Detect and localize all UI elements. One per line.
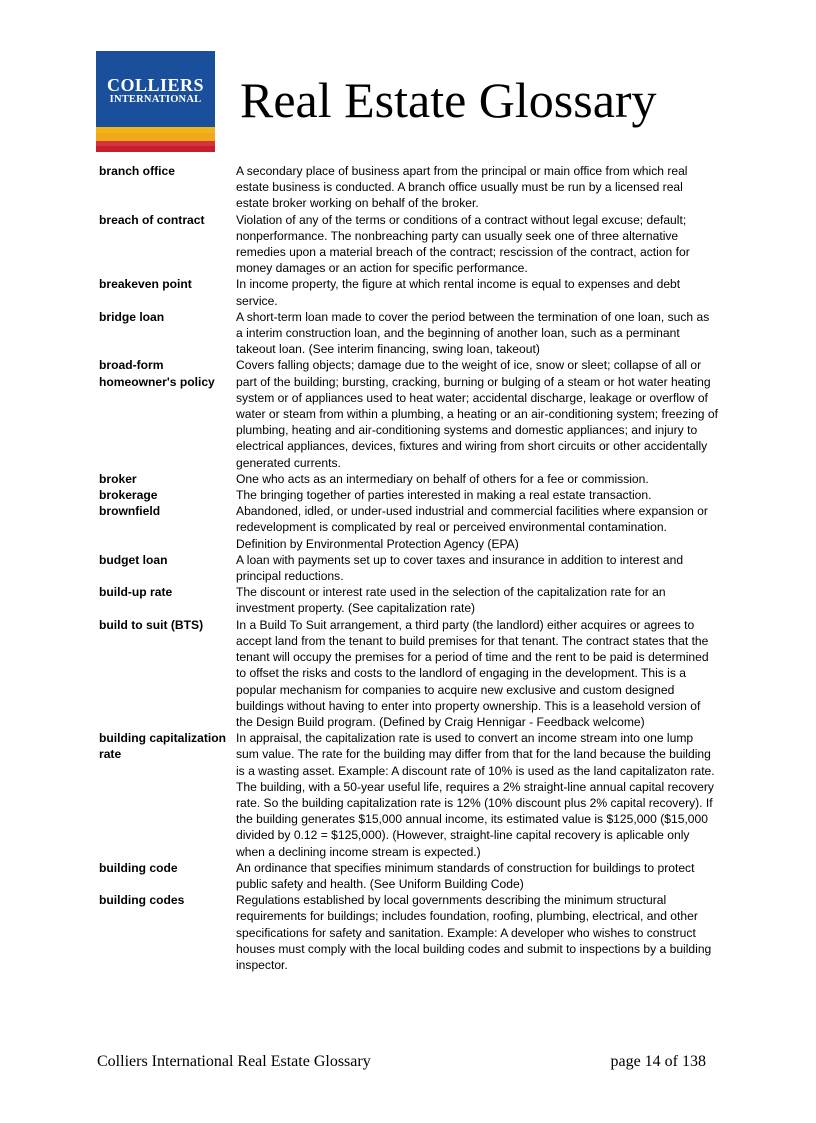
glossary-term: broker: [99, 471, 137, 486]
glossary-term: building codes: [99, 893, 185, 908]
glossary-definition: Regulations established by local governments describing the minimum structural requirements for buildings; includes foundation, roofing, plumbing, electrical, and other specifications for safety and sanitation. Example: A developer who wishes to construct houses must comply with the local building codes and submit to inspections by a building inspector.: [236, 893, 712, 972]
glossary-term: breach of contract: [99, 212, 205, 227]
glossary-entry: [99, 163, 719, 212]
glossary-term: brokerage: [99, 488, 158, 503]
glossary-definition: Violation of any of the terms or conditions of a contract without legal excuse; default; nonperformance. The nonbreaching party can usually seek one of three alternative remedies upon a material breach of the contract; rescission of the contract, action for money damages or an action for specific performance.: [236, 212, 690, 276]
glossary-entry: [99, 487, 719, 503]
glossary-entry: [99, 471, 719, 487]
logo-line1: COLLIERS: [106, 75, 205, 95]
glossary-entry: [99, 730, 719, 860]
glossary-entry: [99, 617, 719, 730]
glossary-term: breakeven point: [99, 277, 192, 292]
glossary-term: budget loan: [99, 552, 168, 567]
glossary-term: broad-form homeowner's policy: [99, 358, 215, 389]
glossary-entry: [99, 892, 719, 973]
glossary-definition: The bringing together of parties interested in making a real estate transaction.: [236, 488, 652, 503]
logo-stripe-orange: [96, 133, 215, 141]
glossary-entry: [99, 860, 719, 892]
glossary-definition: One who acts as an intermediary on behalf of others for a fee or commission.: [236, 471, 649, 486]
glossary-entry: [99, 309, 719, 358]
glossary-list: [99, 163, 719, 973]
glossary-definition: In appraisal, the capitalization rate is used to convert an income stream into one lump sum value. The rate for the building may differ from that for the land because the building is a wasting asset. Example: A discount rate of 10% is used as the land capitalizaton rate. The building, with a 50-year useful life, requires a 2% straight-line annual capital recovery rate. So the building capitalization rate is 12% (10% discount plus 2% capital recovery). If the building generates $15,000 annual income, its estimated value is $125,000 ($15,000 divided by 0.12 = $125,000). (However, straight-line capital recovery is aplicable only when a declining income stream is expected.): [236, 731, 715, 859]
glossary-entry: [99, 212, 719, 277]
glossary-definition: The discount or interest rate used in the selection of the capitalization rate for an investment property. (See capitalization rate): [236, 585, 666, 616]
glossary-entry: [99, 584, 719, 616]
glossary-term: build-up rate: [99, 585, 173, 600]
footer-page-number: page 14 of 138: [610, 1053, 706, 1070]
footer-document-title: Colliers International Real Estate Glossary: [97, 1053, 371, 1070]
page-title: Real Estate Glossary: [240, 72, 657, 128]
glossary-term: branch office: [99, 164, 175, 178]
glossary-definition: Covers falling objects; damage due to the weight of ice, snow or sleet; collapse of all or part of the building; bursting, cracking, burning or bulging of a steam or hot water heating system or of appliances used to heat water; accidental discharge, leakage or overflow of water or steam from within a plumbing, a heating or an air-conditioning system; freezing of plumbing, heating and air-conditioning systems and domestic appliances; and injury to electrical appliances, devices, fixtures and wiring from short circuits or other accidentally generated currents.: [236, 358, 718, 470]
logo-stripe-red: [96, 146, 215, 152]
glossary-definition: Abandoned, idled, or under-used industrial and commercial facilities where expansion or redevelopment is complicated by real or perceived environmental contamination. Definition by Environmental Protection Agency (EPA): [236, 504, 708, 551]
glossary-entry: [99, 503, 719, 552]
logo-wordmark: [96, 76, 215, 106]
glossary-term: build to suit (BTS): [99, 617, 204, 632]
glossary-definition: An ordinance that specifies minimum standards of construction for buildings to protect public safety and health. (See Uniform Building Code): [236, 860, 695, 891]
colliers-logo: [96, 51, 215, 152]
glossary-entry: [99, 276, 719, 308]
logo-line2: INTERNATIONAL: [109, 94, 202, 105]
glossary-entry: [99, 552, 719, 584]
glossary-entry: [99, 357, 719, 470]
glossary-definition: In income property, the figure at which rental income is equal to expenses and debt service.: [236, 277, 681, 308]
glossary-definition: A loan with payments set up to cover taxes and insurance in addition to interest and principal reductions.: [236, 552, 684, 584]
glossary-definition: In a Build To Suit arrangement, a third party (the landlord) either acquires or agrees to accept land from the tenant to build premises for that tenant. The contract states that the tenant will occupy the premises for a period of time and the rent to be paid is determined to offset the risks and costs to the landlord of engaging in the development. This is a popular mechanism for companies to acquire new exclusive and custom designed buildings without having to enter into property ownership. This is a leasehold version of the Design Build program. (Defined by Craig Hennigar - Feedback welcome): [236, 617, 709, 729]
glossary-definition: A secondary place of business apart from the principal or main office from which real estate business is conducted. A branch office usually must be run by a licensed real estate broker working on behalf of the broker.: [236, 164, 688, 211]
glossary-term: building code: [99, 860, 178, 875]
glossary-definition: A short-term loan made to cover the period between the termination of one loan, such as a interim construction loan, and the beginning of another loan, such as a perminant takeout loan. (See interim financing, swing loan, takeout): [236, 309, 710, 357]
glossary-term: bridge loan: [99, 309, 165, 324]
glossary-term: building capitalization rate: [99, 731, 226, 762]
glossary-term: brownfield: [99, 504, 161, 519]
